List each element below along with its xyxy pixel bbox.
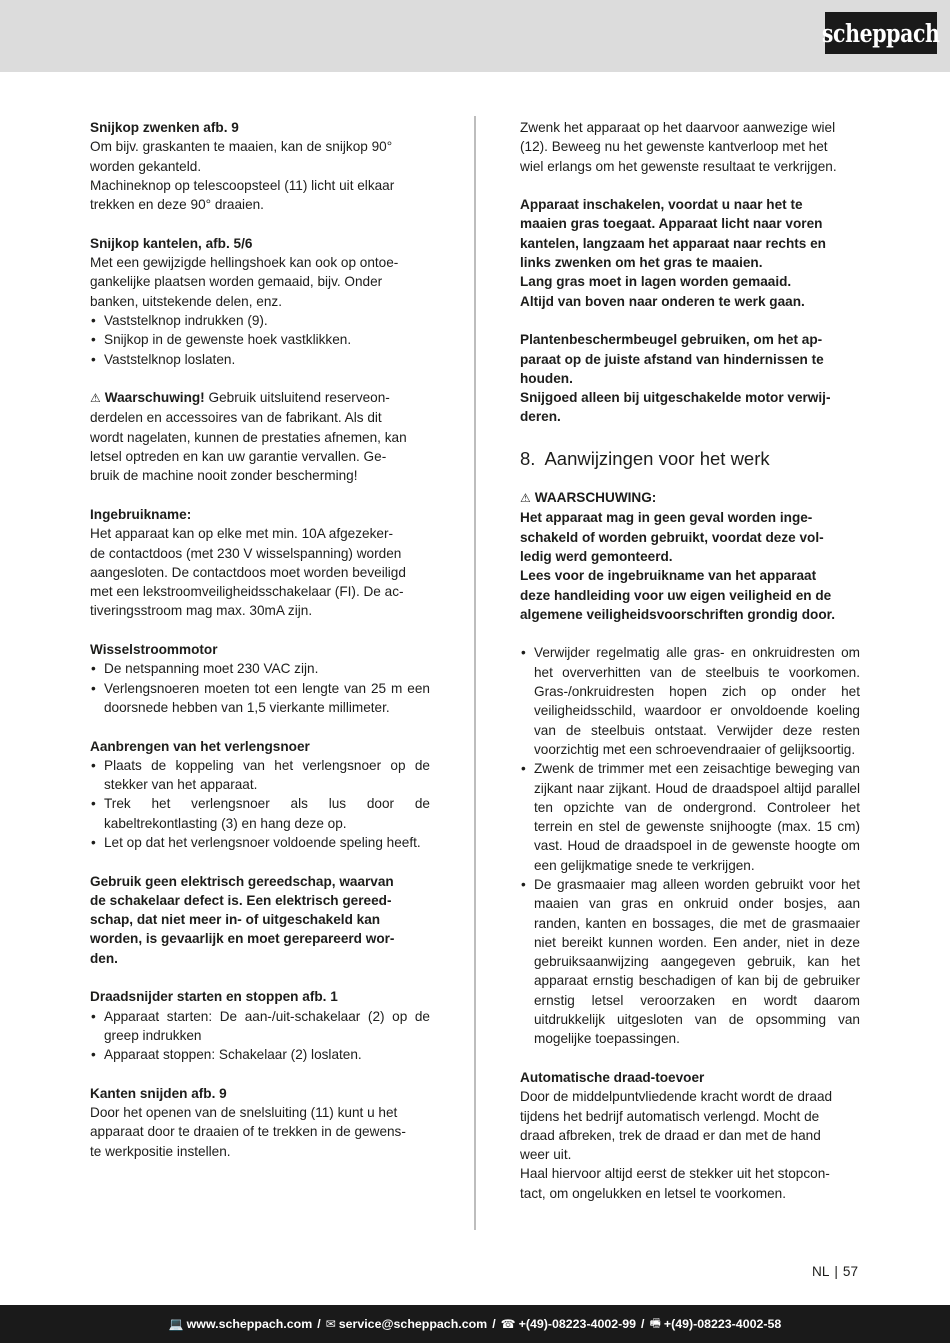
page-number-divider: | (834, 1264, 838, 1279)
phone-icon: ☎ (500, 1317, 516, 1331)
list-item: • Trek het verlengsnoer als lus door de kabeltrekontlasting (3) en hang deze op. (90, 794, 430, 833)
text-line: draad afbreken, trek de draad er dan met de hand (520, 1127, 821, 1143)
list-item: • Zwenk de trimmer met een zeisachtige beweging van zijkant naar zijkant. Houd de draadspoel altijd parallel ten opzichte van de ondergrond. Controleer het terrein en stel de gewenste snijhoogte (max. 15 cm) vast. Houd de draadspoel in de gewenste hoogte om een gelijkmatige snede te verkrijgen. (520, 759, 860, 875)
section-ingebruikname (90, 505, 430, 621)
heading: Automatische draad-toevoer (520, 1069, 705, 1085)
list-item: • Verlengsnoeren moeten tot een lengte van 25 m een doorsnede hebben van 1,5 vierkante millimeter. (90, 679, 430, 718)
text-line: Lang gras moet in lagen worden gemaaid. (520, 274, 792, 290)
section-work-instructions (520, 643, 860, 1048)
column-divider (474, 116, 476, 1230)
footer-phone: +(49)-08223-4002-99 (518, 1317, 637, 1331)
text-line: links zwenken om het gras te maaien. (520, 255, 763, 271)
left-column (90, 118, 430, 1180)
section-snijkop-zwenken (90, 118, 430, 214)
section-wisselstroommotor (90, 640, 430, 717)
text-line: Om bijv. graskanten te maaien, kan de snijkop 90° (90, 139, 393, 155)
text-line: paraat op de juiste afstand van hindernissen te (520, 351, 824, 367)
text-line: Door het openen van de snelsluiting (11) kunt u het (90, 1105, 398, 1121)
list-item: • De netspanning moet 230 VAC zijn. (90, 659, 430, 678)
right-column (520, 118, 860, 1222)
footer-separator: / (492, 1317, 496, 1331)
text-line: houden. (520, 370, 573, 386)
text-line: Gebruik geen elektrisch gereedschap, waarvan (90, 873, 394, 889)
text-line: algemene veiligheidsvoorschriften grondig door. (520, 606, 835, 622)
page-number-value: 57 (842, 1264, 859, 1279)
section-title-text: Aanwijzingen voor het werk (544, 448, 770, 470)
list-item: • Let op dat het verlengsnoer voldoende speling heeft. (90, 833, 430, 852)
list-item: • Verwijder regelmatig alle gras- en onkruidresten om het oververhitten van de steelbuis te voorkomen. Gras-/onkruidresten hopen zich op onder het veiligheidsschild, waardoor er onvoldoende koeling van de steelbuis ontstaat. Verwijder deze resten voorzichtig met een schroevendraaier of gelijksoortig. (520, 643, 860, 759)
text-line: deren. (520, 409, 561, 425)
footer-separator: / (641, 1317, 645, 1331)
heading (520, 488, 860, 508)
text-line: aangesloten. De contactdoos moet worden beveiligd (90, 564, 406, 580)
text-line (90, 388, 430, 408)
text-line: bruik de machine nooit zonder bescherming! (90, 468, 358, 484)
text-line: ledig werd gemonteerd. (520, 548, 673, 564)
list-item: • Vaststelknop indrukken (9). (90, 311, 430, 330)
heading: Snijkop kantelen, afb. 5/6 (90, 235, 253, 251)
text-line: worden gekanteld. (90, 158, 202, 174)
text-line: Machineknop op telescoopsteel (11) licht uit elkaar (90, 177, 395, 193)
text-line: wiel erlangs om het gewenste resultaat te verkrijgen. (520, 158, 837, 174)
bullet-list (90, 311, 430, 369)
section-plantenbeschermbeugel (520, 330, 860, 426)
text-line: de schakelaar defect is. Een elektrisch gereed- (90, 892, 392, 908)
list-item: • Vaststelknop loslaten. (90, 350, 430, 369)
scheppach-logo: scheppach (825, 12, 937, 54)
text-line: Zwenk het apparaat op het daarvoor aanwezige wiel (520, 120, 836, 135)
text-line: tiveringsstroom mag max. 30mA zijn. (90, 603, 313, 619)
list-item: • Snijkop in de gewenste hoek vastklikken. (90, 330, 430, 349)
list-item: • Plaats de koppeling van het verlengsnoer op de stekker van het apparaat. (90, 756, 430, 795)
text-line: Apparaat inschakelen, voordat u naar het te (520, 197, 803, 213)
text-line: schap, dat niet meer in- of uitgeschakeld kan (90, 912, 381, 928)
section-inschakelen (520, 195, 860, 311)
fax-icon: 🖷 (649, 1315, 661, 1330)
text-line: letsel optreden en kan uw garantie vervallen. Ge- (90, 449, 387, 465)
text-line: maaien gras toegaat. Apparaat licht naar voren (520, 216, 823, 232)
text-line: kantelen, langzaam het apparaat naar rechts en (520, 235, 826, 251)
section-number: 8. (520, 448, 536, 470)
section-draadsnijder (90, 987, 430, 1064)
warning-lead: Waarschuwing! (104, 390, 205, 406)
section-title (520, 446, 860, 472)
section-waarschuwing (520, 488, 860, 624)
page-language: NL (812, 1264, 830, 1279)
page-number (812, 1264, 858, 1279)
text-line: Het apparaat kan op elke met min. 10A afgezeker- (90, 526, 394, 542)
list-item: • De grasmaaier mag alleen worden gebruikt voor het maaien van gras en onkruid onder bosjes, aan randen, kanten en bossages, die met de grasmaaier niet bereikt kunnen worden. Een ander, niet in deze gebruiksaanwijzing aangegeven gebruik, kan het apparaat ernstig beschadigen of kan bij de gebruiker ernstig letsel veroorzaken en wordt daarom uitdrukkelijk uitgesloten van de opsomming van mogelijke toepassingen. (520, 875, 860, 1049)
footer-separator: / (317, 1317, 321, 1331)
text-line: banken, uitstekende delen, enz. (90, 293, 282, 309)
text-line: worden, is gevaarlijk en moet gerepareerd wor- (90, 931, 395, 947)
text-line: Plantenbeschermbeugel gebruiken, om het ap- (520, 332, 823, 348)
section-warning (90, 388, 430, 485)
warning-icon: ⚠ (90, 391, 101, 406)
text-line: trekken en deze 90° draaien. (90, 197, 264, 213)
text-line: te werkpositie instellen. (90, 1143, 231, 1159)
heading: Aanbrengen van het verlengsnoer (90, 738, 310, 754)
footer-email: service@scheppach.com (338, 1317, 488, 1331)
text-line: Altijd van boven naar onderen te werk gaan. (520, 293, 805, 309)
header-band (0, 0, 950, 72)
text-line: de contactdoos (met 230 V wisselspanning) worden (90, 545, 402, 561)
section-draad-toevoer (520, 1068, 860, 1203)
bullet-list (90, 756, 430, 852)
text-line: Het apparaat mag in geen geval worden inge- (520, 510, 813, 526)
footer-fax: +(49)-08223-4002-58 (663, 1317, 782, 1331)
text-line: schakeld of worden gebruikt, voordat deze vol- (520, 529, 824, 545)
computer-icon: 💻 (168, 1317, 184, 1331)
heading: Wisselstroommotor (90, 642, 218, 658)
bullet-list (90, 1007, 430, 1065)
text-line: deze handleiding voor uw eigen veiligheid en de (520, 587, 832, 603)
text-line: Lees voor de ingebruikname van het apparaat (520, 568, 817, 584)
text-line: tijdens het bedrijf automatisch verlengd. Mocht de (520, 1108, 820, 1124)
heading: Draadsnijder starten en stoppen afb. 1 (90, 989, 338, 1005)
text-span: Gebruik uitsluitend reserveon- (204, 390, 390, 406)
text-line: den. (90, 950, 118, 966)
text-line: Haal hiervoor altijd eerst de stekker uit het stopcon- (520, 1166, 830, 1182)
section-snijkop-kantelen (90, 234, 430, 369)
list-item: • Apparaat stoppen: Schakelaar (2) loslaten. (90, 1045, 430, 1064)
heading: Kanten snijden afb. 9 (90, 1085, 227, 1101)
footer-bar (0, 1305, 950, 1343)
text-line: derdelen en accessoires van de fabrikant. Als dit (90, 410, 382, 426)
footer-website: www.scheppach.com (186, 1317, 313, 1331)
text-line: apparaat door te draaien of te trekken in de gewens- (90, 1124, 406, 1140)
heading: Ingebruikname: (90, 506, 192, 522)
text-line: Met een gewijzigde hellingshoek kan ook op ontoe- (90, 255, 399, 271)
text-line: wordt nagelaten, kunnen de prestaties afnemen, kan (90, 429, 407, 445)
bullet-list (90, 659, 430, 717)
section-defect-schakelaar (90, 872, 430, 968)
warning-icon: ⚠ (520, 491, 531, 506)
text-line: weer uit. (520, 1147, 572, 1163)
section-kanten-snijden (90, 1084, 430, 1161)
text-line: met een lekstroomveiligheidsschakelaar (FI). De ac- (90, 584, 404, 600)
bullet-list (520, 643, 860, 1048)
text-line: Door de middelpuntvliedende kracht wordt de draad (520, 1089, 833, 1105)
text-line: Snijgoed alleen bij uitgeschakelde motor verwij- (520, 390, 831, 406)
warning-heading: WAARSCHUWING: (534, 490, 657, 506)
list-item: • Apparaat starten: De aan-/uit-schakelaar (2) op de greep indrukken (90, 1007, 430, 1046)
section-zwenk-wiel (520, 118, 860, 176)
section-verlengsnoer (90, 737, 430, 853)
text-line: gankelijke plaatsen worden gemaaid, bijv. Onder (90, 274, 383, 290)
text-line: (12). Beweeg nu het gewenste kantverloop met het (520, 139, 828, 155)
text-line: tact, om ongelukken en letsel te voorkomen. (520, 1185, 786, 1201)
mail-icon: ✉ (325, 1317, 336, 1331)
heading: Snijkop zwenken afb. 9 (90, 120, 239, 135)
